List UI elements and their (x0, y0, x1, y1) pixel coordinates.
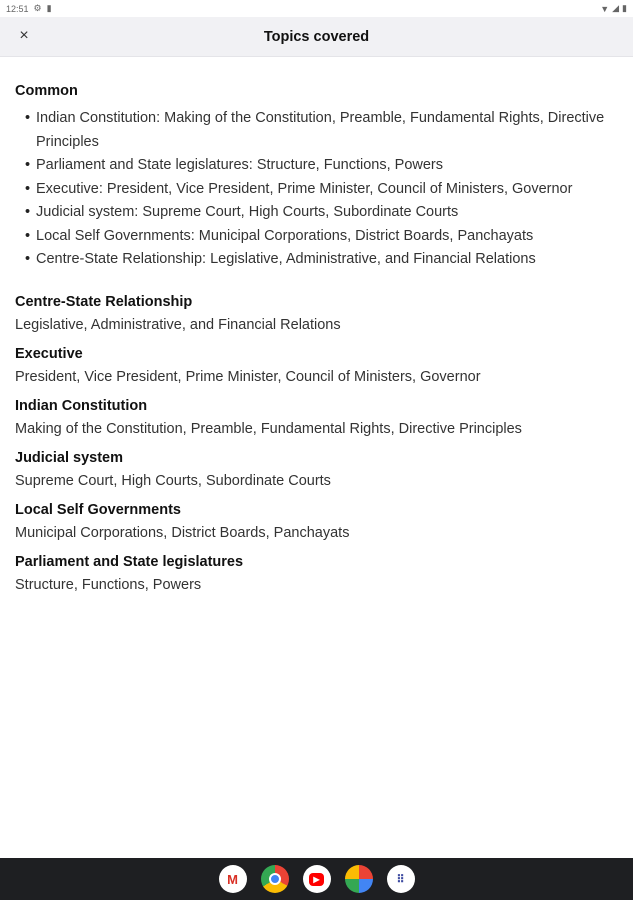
status-settings-icon: ⚙ (33, 3, 42, 13)
topic-desc: President, Vice President, Prime Minister, Council of Ministers, Governor (15, 368, 481, 385)
close-icon[interactable]: × (19, 27, 29, 44)
list-item: • Judicial system: Supreme Court, High Courts, Subordinate Courts (25, 201, 618, 225)
status-time: 12:51 (6, 3, 29, 14)
common-heading: Common (15, 83, 78, 99)
list-item: • Parliament and State legislatures: Structure, Functions, Powers (25, 154, 618, 178)
topic-section (15, 554, 618, 595)
topic-desc: Making of the Constitution, Preamble, Fundamental Rights, Directive Principles (15, 420, 522, 437)
content (0, 57, 633, 595)
list-item: • Local Self Governments: Municipal Corporations, District Boards, Panchayats (25, 225, 618, 249)
wifi-icon: ▼ (600, 3, 610, 14)
battery-icon: ▮ (622, 3, 627, 13)
list-item: • Indian Constitution: Making of the Constitution, Preamble, Fundamental Rights, Directive Principles (25, 107, 618, 154)
app-launcher-icon[interactable]: ⠿ (387, 865, 415, 893)
topic-section (15, 450, 618, 491)
topic-title: Judicial system (15, 449, 123, 466)
topic-desc: Legislative, Administrative, and Financial Relations (15, 316, 341, 333)
status-bar (0, 0, 633, 17)
photos-icon[interactable] (345, 865, 373, 893)
taskbar (0, 858, 633, 900)
topic-section (15, 502, 618, 543)
topic-title: Centre-State Relationship (15, 293, 193, 310)
topic-section (15, 398, 618, 439)
topic-section (15, 346, 618, 387)
chrome-icon[interactable] (261, 865, 289, 893)
gmail-icon[interactable]: M (219, 865, 247, 893)
topic-title: Indian Constitution (15, 397, 148, 414)
status-sd-icon: ▮ (46, 3, 52, 13)
topic-title: Parliament and State legislatures (15, 553, 244, 570)
list-item: • Executive: President, Vice President, Prime Minister, Council of Ministers, Governor (25, 178, 618, 202)
topic-section (15, 294, 618, 335)
topic-desc: Municipal Corporations, District Boards, Panchayats (15, 524, 350, 541)
topic-desc: Structure, Functions, Powers (15, 576, 202, 593)
topic-title: Executive (15, 345, 83, 362)
topic-desc: Supreme Court, High Courts, Subordinate Courts (15, 472, 331, 489)
app-bar (0, 17, 633, 57)
common-list (15, 107, 618, 272)
page-title: Topics covered (263, 28, 370, 45)
youtube-icon[interactable]: ▶ (303, 865, 331, 893)
list-item: • Centre-State Relationship: Legislative, Administrative, and Financial Relations (25, 248, 618, 272)
signal-icon: ◢ (612, 3, 620, 13)
topic-title: Local Self Governments (15, 501, 181, 518)
